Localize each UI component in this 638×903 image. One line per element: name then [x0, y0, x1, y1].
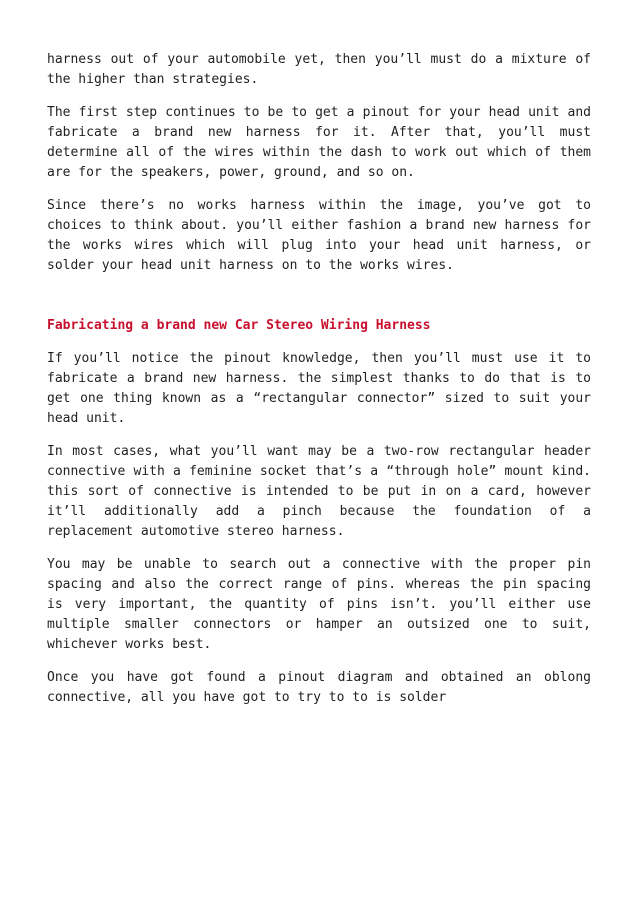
paragraph-two-row-connector: In most cases, what you’ll want may be a two-row rectangular header connective with a feminine socket that’s a “through hole” mount kind. this sort of connective is intended to be put in on a card, however it’ll additionally add a pinch because the foundation of a replacement automotive stereo harness.	[47, 444, 591, 539]
section-heading: Fabricating a brand new Car Stereo Wiring Harness	[47, 318, 431, 333]
paragraph-no-works-harness: Since there’s no works harness within the image, you’ve got to choices to think about. you’ll either fashion a brand new harness for the works wires which will plug into your head unit harness, or solder your head unit harness on to the works wires.	[47, 198, 591, 273]
article-body	[47, 50, 591, 721]
paragraph-solder: Once you have got found a pinout diagram and obtained an oblong connective, all you have got to try to to is solder	[47, 670, 591, 705]
paragraph-pinout-knowledge: If you’ll notice the pinout knowledge, then you’ll must use it to fabricate a brand new harness. the simplest thanks to do that is to get one thing known as a “rectangular connector” sized to suit your head unit.	[47, 351, 591, 426]
paragraph-pin-spacing: You may be unable to search out a connective with the proper pin spacing and also the correct range of pins. whereas the pin spacing is very important, the quantity of pins isn’t. you’ll either use multiple smaller connectors or hamper an outsized one to suit, whichever works best.	[47, 557, 591, 652]
paragraph-harness-mixture: harness out of your automobile yet, then you’ll must do a mixture of the higher than strategies.	[47, 52, 591, 87]
paragraph-first-step: The first step continues to be to get a pinout for your head unit and fabricate a brand new harness for it. After that, you’ll must determine all of the wires within the dash to work out which of them are for the speakers, power, ground, and so on.	[47, 105, 591, 180]
